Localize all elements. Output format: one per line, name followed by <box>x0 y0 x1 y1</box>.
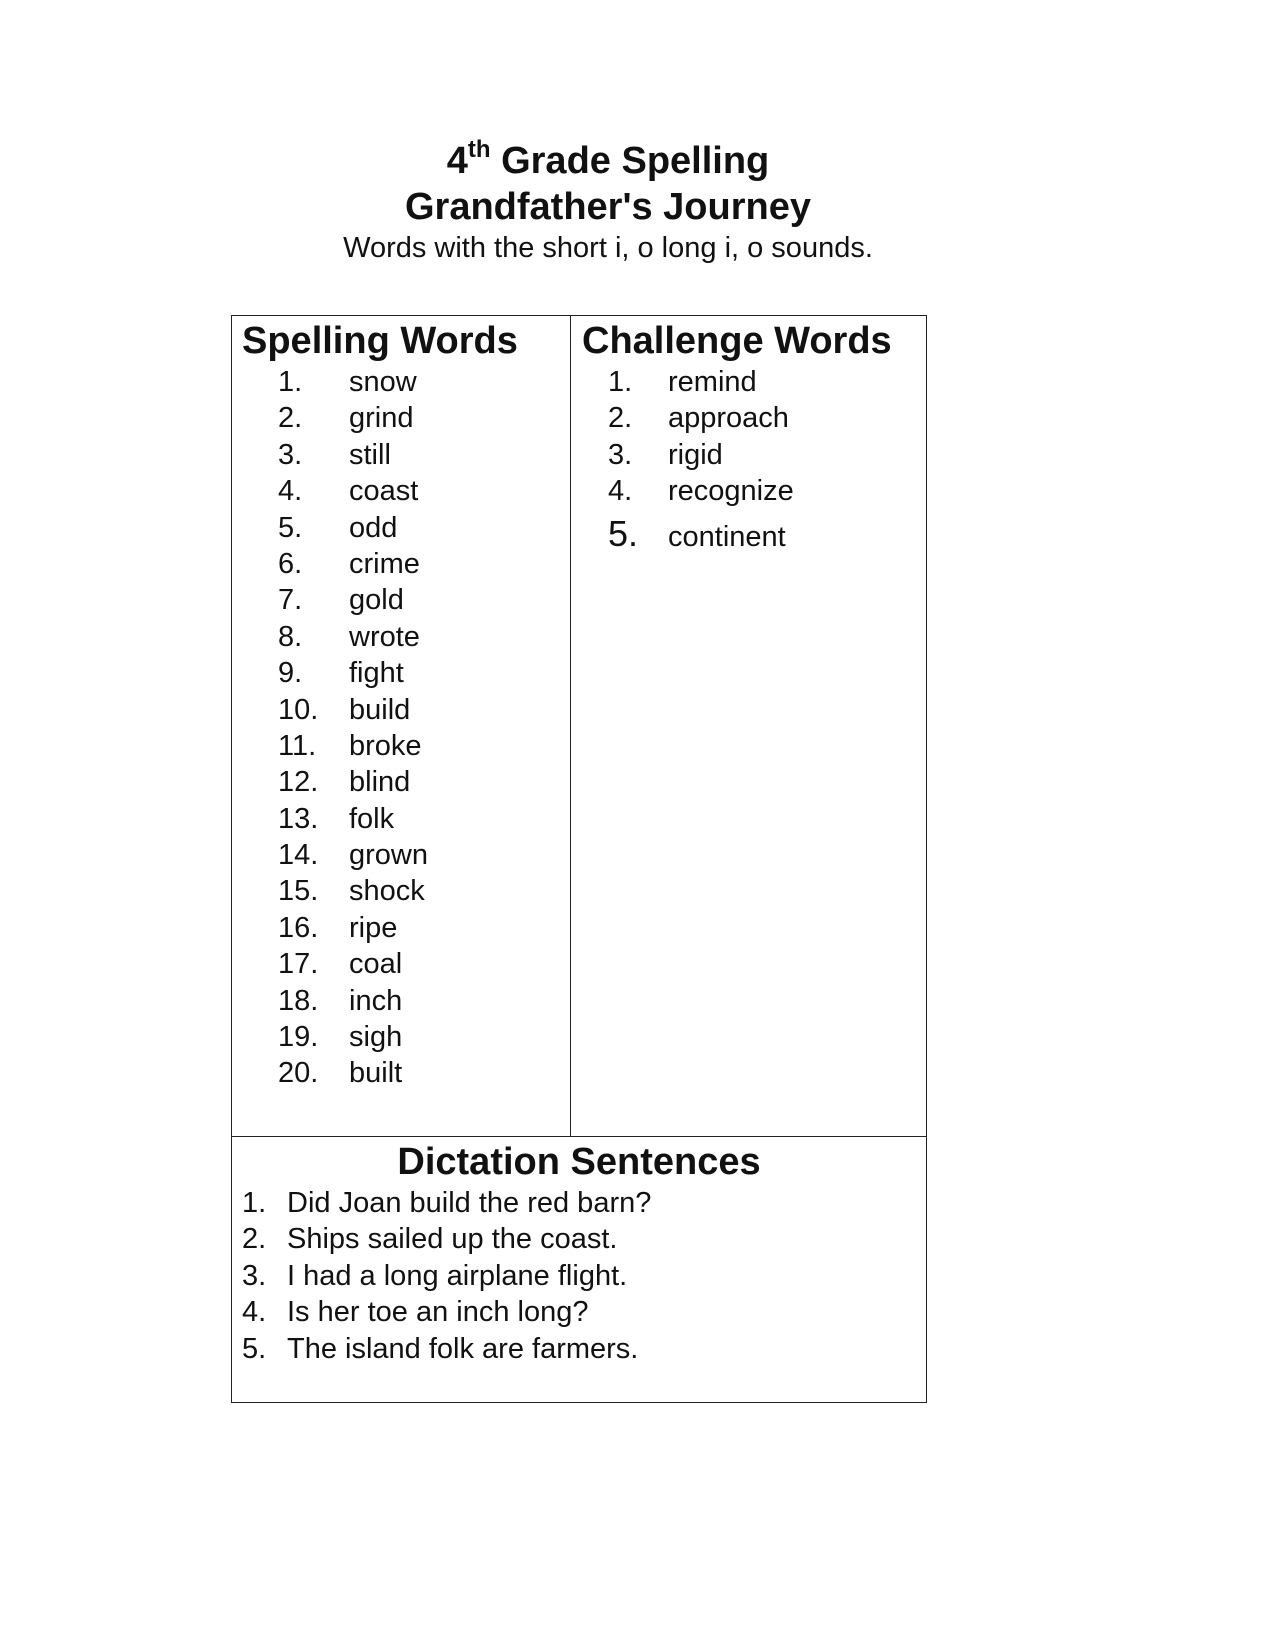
spelling-word-item-number: 12. <box>278 766 319 799</box>
dictation-sentence-item <box>232 1185 926 1221</box>
spelling-word-item-number: 11. <box>278 729 317 762</box>
spelling-word-item-text: coal <box>349 948 403 981</box>
dictation-sentence-item <box>232 1294 926 1330</box>
dictation-sentence-item-number: 4. <box>242 1296 267 1329</box>
spelling-word-item-number: 13. <box>278 802 319 835</box>
page-title <box>0 138 1216 184</box>
spelling-word-item-text: still <box>349 438 391 471</box>
spelling-word-item-text: shock <box>349 875 425 908</box>
page-subtitle: Words with the short i, o long i, o sounds. <box>343 232 873 264</box>
story-title: Grandfather's Journey <box>404 186 812 228</box>
dictation-sentence-item-number: 5. <box>242 1332 267 1365</box>
spelling-word-item-text: gold <box>349 584 404 617</box>
spelling-word-item <box>232 946 570 982</box>
spelling-word-item-text: inch <box>349 984 403 1017</box>
spelling-word-item <box>232 437 570 473</box>
spelling-word-item <box>232 1055 570 1091</box>
dictation-heading: Dictation Sentences <box>397 1141 761 1183</box>
spelling-table <box>231 315 927 1403</box>
dictation-sentence-item <box>232 1258 926 1294</box>
dictation-sentence-item-text: I had a long airplane flight. <box>287 1259 628 1292</box>
dictation-sentence-item-number: 2. <box>242 1223 267 1256</box>
challenge-word-item-text: remind <box>668 366 757 398</box>
spelling-word-item-number: 5. <box>278 511 303 544</box>
spelling-word-item-text: broke <box>349 729 422 762</box>
word-lists-row <box>232 316 926 1137</box>
spelling-word-item <box>232 655 570 691</box>
spelling-word-item-number: 18. <box>278 984 319 1017</box>
challenge-word-item-number: 3. <box>608 438 633 471</box>
spelling-word-item <box>232 837 570 873</box>
dictation-sentence-item-number: 1. <box>242 1187 267 1219</box>
spelling-word-item <box>232 692 570 728</box>
challenge-word-item-number: 2. <box>608 402 633 435</box>
challenge-word-item-text: rigid <box>668 438 723 471</box>
spelling-word-item-number: 20. <box>278 1057 319 1090</box>
spelling-word-item-number: 17. <box>278 948 319 981</box>
spelling-word-item-number: 16. <box>278 911 319 944</box>
challenge-word-item-number: 5. <box>608 512 639 554</box>
title-grade-number: 4 <box>446 140 468 182</box>
spelling-word-item <box>232 983 570 1019</box>
challenge-word-item-number: 4. <box>608 475 633 508</box>
spelling-word-item <box>232 364 570 400</box>
spelling-words-list <box>232 364 570 1092</box>
challenge-word-item-text: approach <box>668 402 789 435</box>
challenge-word-item-text: recognize <box>668 475 794 508</box>
spelling-word-item <box>232 764 570 800</box>
spelling-word-item-number: 15. <box>278 875 319 908</box>
spelling-word-item-number: 10. <box>278 693 319 726</box>
spelling-word-item-text: snow <box>349 366 417 398</box>
dictation-sentence-item-text: The island folk are farmers. <box>287 1332 639 1365</box>
title-text: Grade Spelling <box>490 140 770 182</box>
dictation-sentence-item-text: Ships sailed up the coast. <box>287 1223 618 1256</box>
challenge-words-column <box>572 316 926 1136</box>
challenge-words-heading: Challenge Words <box>582 320 892 362</box>
spelling-word-item-number: 6. <box>278 547 303 580</box>
spelling-word-item <box>232 400 570 436</box>
spelling-word-item <box>232 546 570 582</box>
spelling-word-item-text: wrote <box>349 620 420 653</box>
dictation-sentence-item-text: Is her toe an inch long? <box>287 1296 589 1329</box>
spelling-word-item-number: 9. <box>278 657 303 690</box>
challenge-words-list <box>572 364 926 554</box>
challenge-word-item <box>572 364 926 400</box>
spelling-word-item-text: blind <box>349 766 411 799</box>
spelling-word-item <box>232 473 570 509</box>
spelling-word-item-number: 19. <box>278 1021 319 1054</box>
spelling-word-item <box>232 619 570 655</box>
title-grade-suffix: th <box>467 136 491 164</box>
spelling-word-item <box>232 582 570 618</box>
spelling-word-item <box>232 873 570 909</box>
spelling-word-item-text: build <box>349 693 411 726</box>
spelling-word-item <box>232 728 570 764</box>
spelling-word-item-number: 2. <box>278 402 303 435</box>
spelling-word-item-text: built <box>349 1057 403 1090</box>
dictation-section <box>232 1137 926 1402</box>
dictation-sentence-item <box>232 1221 926 1257</box>
spelling-word-item-text: sigh <box>349 1021 403 1054</box>
spelling-word-item-number: 7. <box>278 584 303 617</box>
challenge-word-item <box>572 400 926 436</box>
spelling-word-item-text: crime <box>349 547 420 580</box>
spelling-word-item-number: 1. <box>278 366 303 398</box>
dictation-sentence-item-number: 3. <box>242 1259 267 1292</box>
spelling-word-item-text: folk <box>349 802 395 835</box>
challenge-word-item <box>572 473 926 509</box>
spelling-word-item <box>232 910 570 946</box>
column-divider <box>570 316 571 1136</box>
challenge-word-item-number: 1. <box>608 366 633 398</box>
spelling-word-item <box>232 510 570 546</box>
spelling-word-item <box>232 1019 570 1055</box>
dictation-sentence-item <box>232 1331 926 1367</box>
spelling-word-item-text: coast <box>349 475 419 508</box>
spelling-word-item-text: ripe <box>349 911 398 944</box>
spelling-word-item-number: 8. <box>278 620 303 653</box>
page-header <box>0 138 1216 266</box>
spelling-word-item-number: 4. <box>278 475 303 508</box>
spelling-word-item <box>232 801 570 837</box>
spelling-words-heading: Spelling Words <box>242 320 518 362</box>
spelling-word-item-text: grind <box>349 402 414 435</box>
challenge-word-item-text: continent <box>668 520 786 553</box>
spelling-word-item-number: 14. <box>278 839 319 872</box>
dictation-sentences-list <box>232 1185 926 1367</box>
spelling-words-column <box>232 316 570 1136</box>
spelling-word-item-text: fight <box>349 657 404 690</box>
challenge-word-item <box>572 514 926 554</box>
spelling-word-item-text: grown <box>349 839 428 872</box>
spelling-word-item-number: 3. <box>278 438 303 471</box>
challenge-word-item <box>572 437 926 473</box>
spelling-word-item-text: odd <box>349 511 398 544</box>
dictation-sentence-item-text: Did Joan build the red barn? <box>287 1187 652 1219</box>
